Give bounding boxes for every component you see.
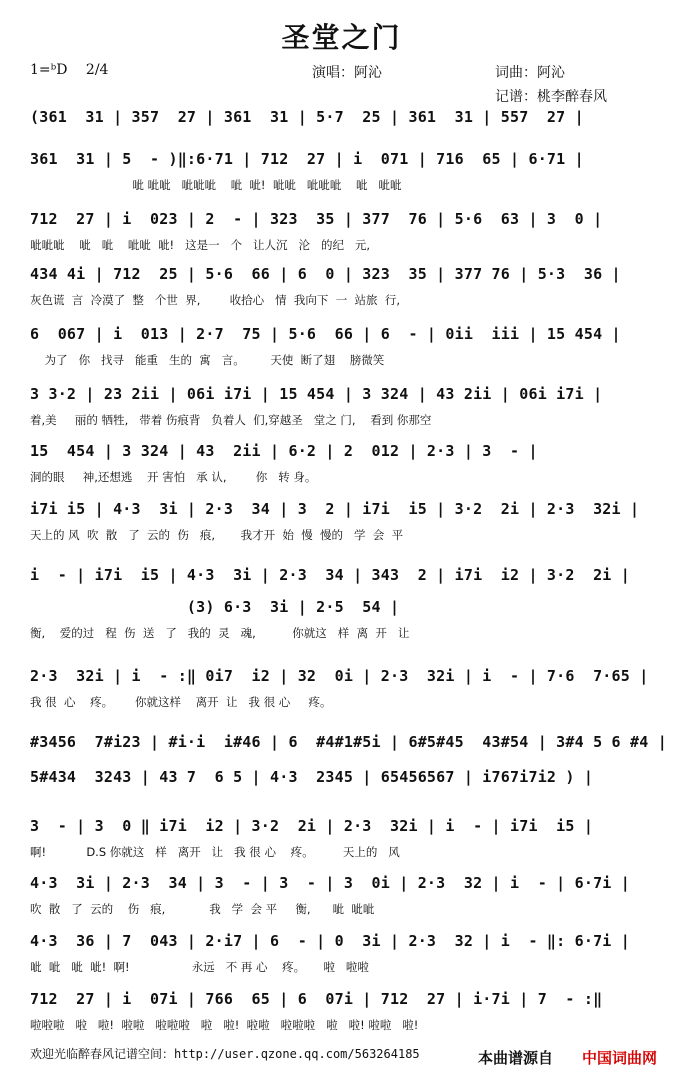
lyric-row: 我 很 心 疼。 你就这样 离开 让 我 很 心 疼。 <box>30 695 332 709</box>
notation-row: #3456 7#i23 | #i·i i#46 | 6 #4#1#5i | 6#5#45 43#54 | 3#4 5 6 #4 | <box>30 733 667 751</box>
key-signature <box>30 62 108 78</box>
lyric-row: 呲呲呲 呲 呲 呲呲 呲! 这是一 个 让人沉 沦 的纪 元, <box>30 238 371 252</box>
lyric-row: 着,美 丽的 牺牲, 带着 伤痕背 负着人 们,穿越圣 堂之 门, 看到 你那空 <box>30 413 432 427</box>
time-signature: 2/4 <box>85 62 109 78</box>
lyric-row: 洞的眼 神,还想逃 开 害怕 承 认, 你 转 身。 <box>30 470 317 484</box>
notation-row: (3) 6·3 3i | 2·5 54 | <box>30 598 400 616</box>
notation-row: 712 27 | i 07i | 766 65 | 6 07i | 712 27 | i·7i | 7 - :‖ <box>30 990 603 1008</box>
notation-row: 712 27 | i 023 | 2 - | 323 35 | 377 76 | 5·6 63 | 3 0 | <box>30 210 603 228</box>
song-title: 圣堂之门 <box>281 21 402 54</box>
transcriber-credit: 记谱：桃李醉春风 <box>495 89 607 105</box>
lyric-row: 天上的 风 吹 散 了 云的 伤 痕, 我才开 始 慢 慢的 学 会 平 <box>30 528 404 542</box>
lyric-row: 为了 你 找寻 能重 生的 寓 言。 天使 断了翅 膀微笑 <box>30 353 385 367</box>
lyric-row: 吹 散 了 云的 伤 痕, 我 学 会 平 衡, 呲 呲呲 <box>30 902 375 916</box>
notation-row: 434 4i | 712 25 | 5·6 66 | 6 0 | 323 35 | 377 76 | 5·3 36 | <box>30 265 621 283</box>
composer-credit: 词曲：阿沁 <box>495 65 565 81</box>
singer-credit: 演唱：阿沁 <box>312 65 382 81</box>
notation-row: 15 454 | 3 324 | 43 2ii | 6·2 | 2 012 | 2·3 | 3 - | <box>30 442 538 460</box>
key-label: 1=ᵇD <box>30 62 68 78</box>
footer-site-name: 中国词曲网 <box>582 1049 658 1067</box>
notation-row: 5#434 3243 | 43 7 6 5 | 4·3 2345 | 65456567 | i767i7i2 ) | <box>30 768 594 786</box>
lyric-row: 呲 呲呲 呲呲呲 呲 呲! 呲呲 呲呲呲 呲 呲呲 <box>30 178 402 192</box>
footer-source-label: 本曲谱源自 <box>478 1049 554 1067</box>
notation-row: i - | i7i i5 | 4·3 3i | 2·3 34 | 343 2 | i7i i2 | 3·2 2i | <box>30 566 630 584</box>
lyric-row: 灰色谎 言 冷漠了 整 个世 界, 收拾心 情 我向下 一 站旅 行, <box>30 293 400 307</box>
notation-row: 3 3·2 | 23 2ii | 06i i7i | 15 454 | 3 324 | 43 2ii | 06i i7i | <box>30 385 603 403</box>
notation-row: i7i i5 | 4·3 3i | 2·3 34 | 3 2 | i7i i5 | 3·2 2i | 2·3 32i | <box>30 500 640 518</box>
lyric-row: 呲 呲 呲 呲! 啊! 永远 不 再 心 疼。 啦 啦啦 <box>30 960 369 974</box>
notation-row: 3 - | 3 0 ‖ i7i i2 | 3·2 2i | 2·3 32i | i - | i7i i5 | <box>30 817 594 835</box>
notation-row: 4·3 36 | 7 043 | 2·i7 | 6 - | 0 3i | 2·3 32 | i - ‖: 6·7i | <box>30 932 630 950</box>
lyric-row: 啦啦啦 啦 啦! 啦啦 啦啦啦 啦 啦! 啦啦 啦啦啦 啦 啦! 啦啦 啦! <box>30 1018 419 1032</box>
footer-url-text: 欢迎光临醉春风记谱空间：http://user.qzone.qq.com/563264185 <box>30 1047 420 1061</box>
notation-row: (361 31 | 357 27 | 361 31 | 5·7 25 | 361 31 | 557 27 | <box>30 108 584 126</box>
notation-row: 361 31 | 5 - )‖:6·71 | 712 27 | i 071 | 716 65 | 6·71 | <box>30 150 584 168</box>
lyric-row: 啊! D.S 你就这 样 离开 让 我 很 心 疼。 天上的 风 <box>30 845 400 859</box>
notation-row: 4·3 3i | 2·3 34 | 3 - | 3 - | 3 0i | 2·3 32 | i - | 6·7i | <box>30 874 630 892</box>
lyric-row: 衡, 爱的过 程 伤 送 了 我的 灵 魂, 你就这 样 离 开 让 <box>30 626 410 640</box>
notation-row: 6 067 | i 013 | 2·7 75 | 5·6 66 | 6 - | 0ii iii | 15 454 | <box>30 325 621 343</box>
notation-row: 2·3 32i | i - :‖ 0i7 i2 | 32 0i | 2·3 32i | i - | 7·6 7·65 | <box>30 667 649 685</box>
